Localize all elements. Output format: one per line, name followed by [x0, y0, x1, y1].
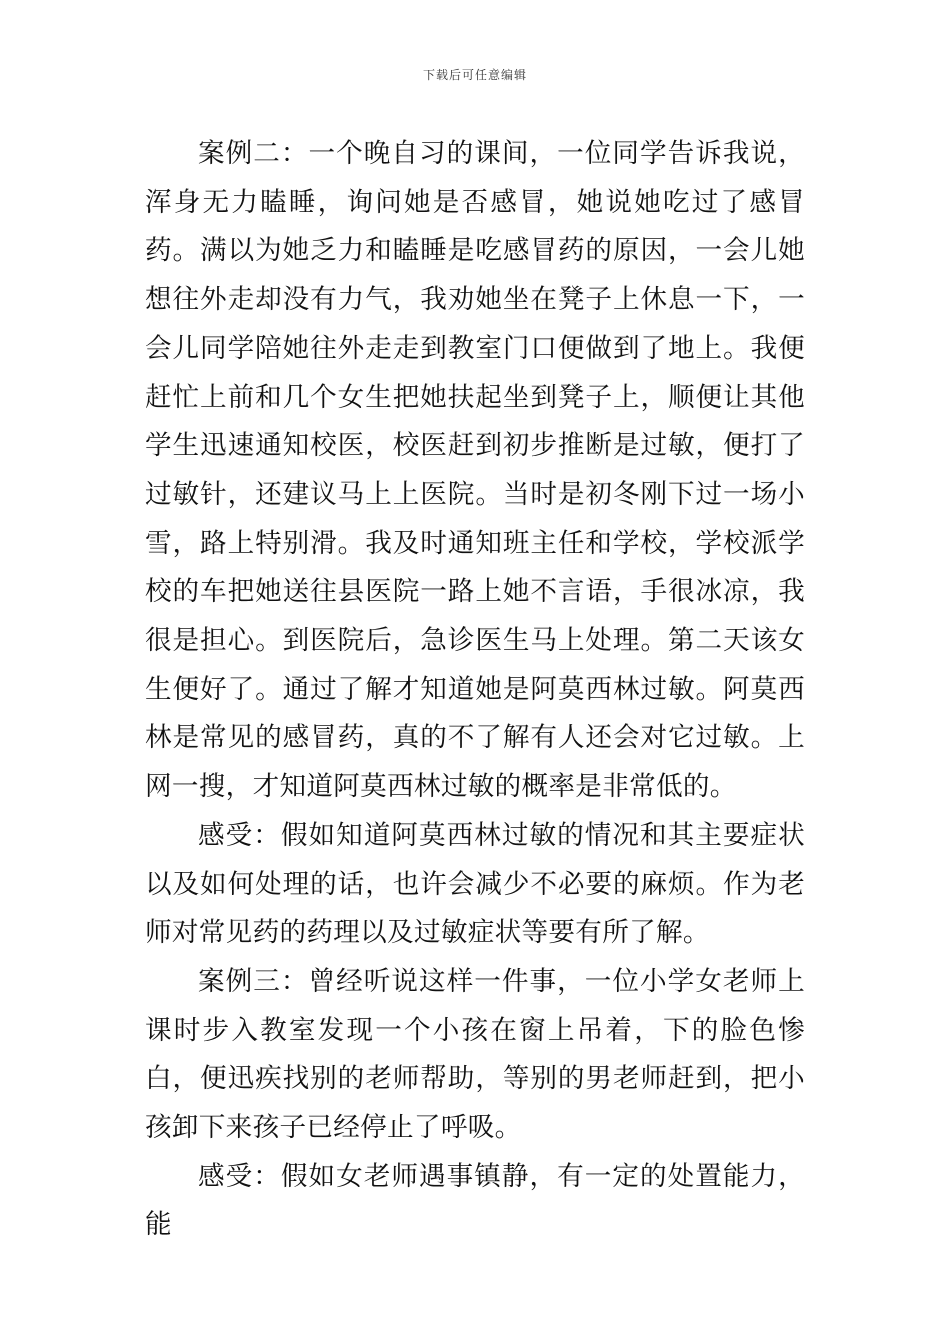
paragraph-case-two: 案例二：一个晚自习的课间，一位同学告诉我说，浑身无力瞌睡，询问她是否感冒，她说她吃过了感冒药。满以为她乏力和瞌睡是吃感冒药的原因，一会儿她想往外走却没有力气，我劝她坐在凳子上休息一下，一会儿同学陪她往外走走到教室门口便做到了地上。我便赶忙上前和几个女生把她扶起坐到凳子上，顺便让其他学生迅速通知校医，校医赶到初步推断是过敏，便打了过敏针，还建议马上上医院。当时是初冬刚下过一场小雪，路上特别滑。我及时通知班主任和学校，学校派学校的车把她送往县医院一路上她不言语，手很冰凉，我很是担心。到医院后，急诊医生马上处理。第二天该女生便好了。通过了解才知道她是阿莫西林过敏。阿莫西林是常见的感冒药，真的不了解有人还会对它过敏。上网一搜，才知道阿莫西林过敏的概率是非常低的。: [145, 138, 805, 803]
page-header-note: 下载后可任意编辑: [422, 68, 527, 82]
paragraph-case-three: 案例三：曾经听说这样一件事，一位小学女老师上课时步入教室发现一个小孩在窗上吊着，下的脸色惨白，便迅疾找别的老师帮助，等别的男老师赶到，把小孩卸下来孩子已经停止了呼吸。: [145, 965, 805, 1144]
document-body: [145, 130, 805, 1250]
paragraph-reflection-two: 感受：假如女老师遇事镇静，有一定的处置能力，能: [145, 1160, 805, 1241]
paragraph-reflection-one: 感受：假如知道阿莫西林过敏的情况和其主要症状以及如何处理的话，也许会减少不必要的麻烦。作为老师对常见药的药理以及过敏症状等要有所了解。: [145, 819, 805, 949]
